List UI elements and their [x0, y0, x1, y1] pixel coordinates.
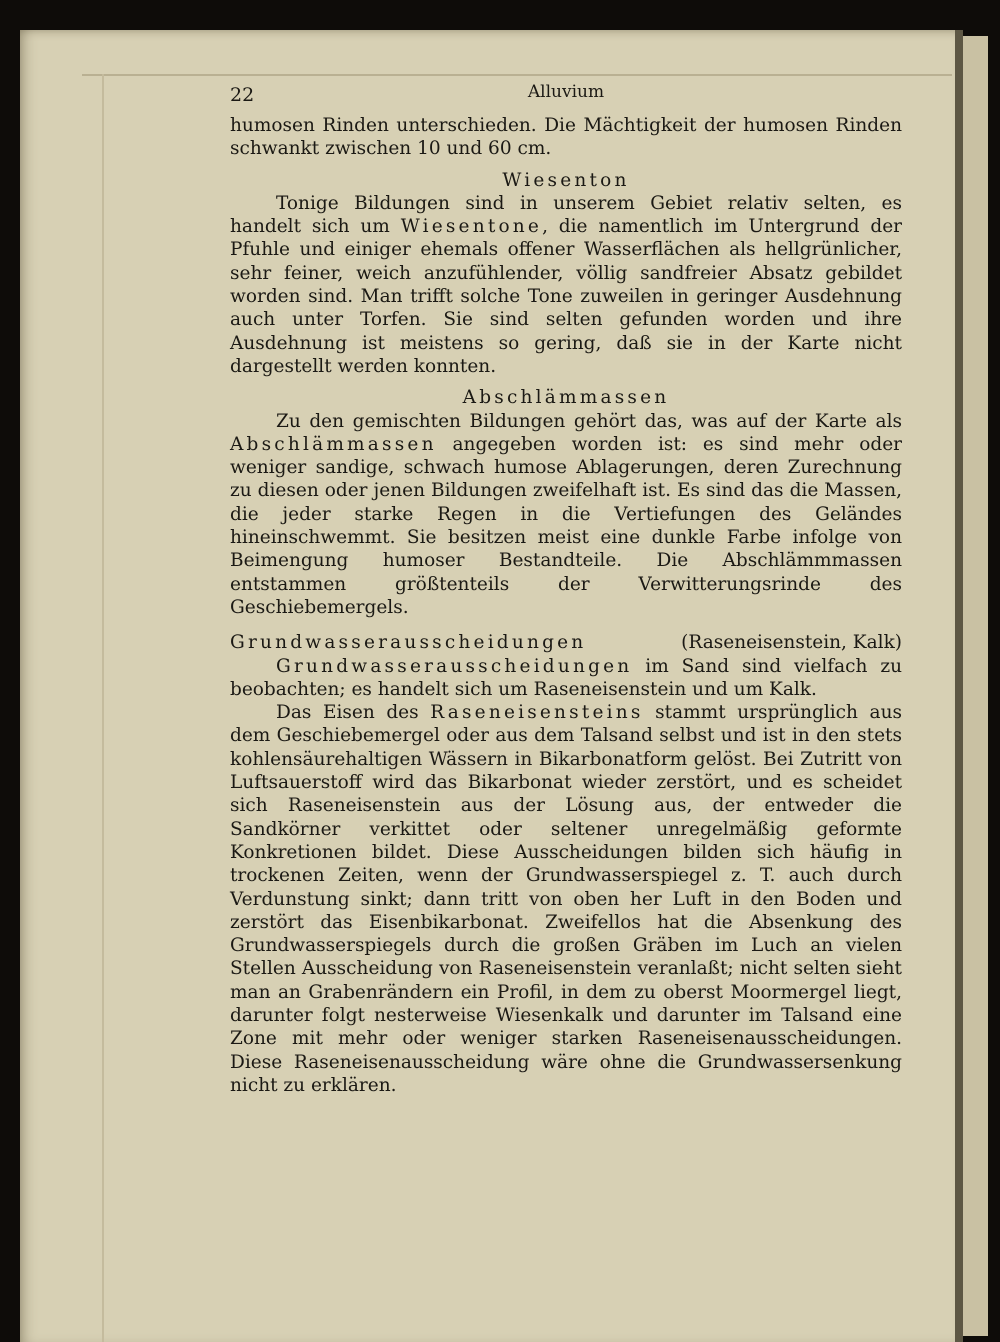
paragraph-grundwasser-2: Das Eisen des Raseneisensteins stammt ursprünglich aus dem Geschiebemergel oder aus dem Talsand selbst und ist in den stets kohlensäurehaltigen Wässern in Bikarbonatform gelöst. Bei Zutritt von Luftsauerstoff wird das Bikarbonat wieder zerstört, und es scheidet sich Raseneisenstein aus der Lösung aus, der entweder die Sandkörner verkittet oder seltener unregelmäßig geformte Konkretionen bildet. Diese Ausscheidungen bilden sich häufig in trockenen Zeiten, wenn der Grundwasserspiegel z. T. auch durch Verdunstung sinkt; dann tritt von oben her Luft in den Boden und zerstört das Eisenbikarbonat. Zweifellos hat die Absenkung des Grundwasserspiegels durch die großen Gräben im Luch an vielen Stellen Ausscheidung von Raseneisenstein veranlaßt; nicht selten sieht man an Grabenrändern ein Profil, in dem zu oberst Moormergel liegt, darunter folgt nesterweise Wiesenkalk und darunter im Talsand eine Zone mit mehr oder weniger starken Raseneisenausscheidungen. Diese Raseneisenausscheidung wäre ohne die Grundwassersenkung nicht zu erklären. — [230, 702, 902, 1096]
intro-paragraph: humosen Rinden unterschieden. Die Mächtigkeit der humosen Rinden schwankt zwischen 10 und 60 cm. — [230, 115, 902, 160]
paragraph-abschlaemmassen: Zu den gemischten Bildungen gehört das, was auf der Karte als Abschlämmassen angegeben worden ist: es sind mehr oder weniger sandige, schwach humose Ablagerungen, deren Zurechnung zu diesen oder jenen Bildungen zweifelhaft ist. Es sind das die Massen, die jeder starke Regen in die Vertiefungen des Geländes hineinschwemmt. Sie besitzen meist eine dunkle Farbe infolge von Beimengung humoser Bestandteile. Die Abschlämmmassen entstammen größtenteils der Verwitterungsrinde des Geschiebemergels. — [230, 410, 902, 618]
page-margin-line — [102, 74, 104, 1342]
page-body — [230, 114, 902, 1097]
spaced-term: Grundwasserausscheidungen — [276, 655, 633, 677]
page-number: 22 — [230, 84, 255, 106]
paragraph-wiesenton: Tonige Bildungen sind in unserem Gebiet relativ selten, es handelt sich um Wiesentone, die namentlich im Untergrund der Pfuhle und einiger ehemals offener Wasserflächen als hellgrünlicher, sehr feiner, weich anzufühlender, völlig sandfreier Absatz gebildet worden sind. Man trifft solche Tone zuweilen in geringer Ausdehnung auch unter Torfen. Sie sind selten gefunden worden und ihre Ausdehnung ist meistens so gering, daß sie in der Karte nicht dargestellt werden konnten. — [230, 192, 902, 377]
spaced-term: Raseneisensteins — [430, 702, 644, 724]
spaced-term: Wiesentone — [400, 216, 543, 238]
page-fold-line — [82, 74, 952, 76]
page-text — [230, 80, 902, 1097]
spaced-term: Abschlämmassen — [230, 433, 437, 455]
section-heading-abschlaemmassen: Abschlämmassen — [462, 387, 670, 409]
section-heading-grundwasser — [230, 631, 902, 654]
section-heading-wiesenton: Wiesenton — [502, 169, 630, 191]
heading-term: Grundwasserausscheidungen — [230, 632, 587, 654]
page-shadow — [955, 30, 963, 1342]
page-header — [230, 80, 902, 114]
running-title: Alluvium — [527, 82, 605, 102]
paragraph-grundwasser-1: Grundwasserausscheidungen im Sand sind vielfach zu beobachten; es handelt sich um Raseneisenstein und um Kalk. — [230, 655, 902, 700]
heading-parenthetical: (Raseneisenstein, Kalk) — [681, 632, 902, 654]
